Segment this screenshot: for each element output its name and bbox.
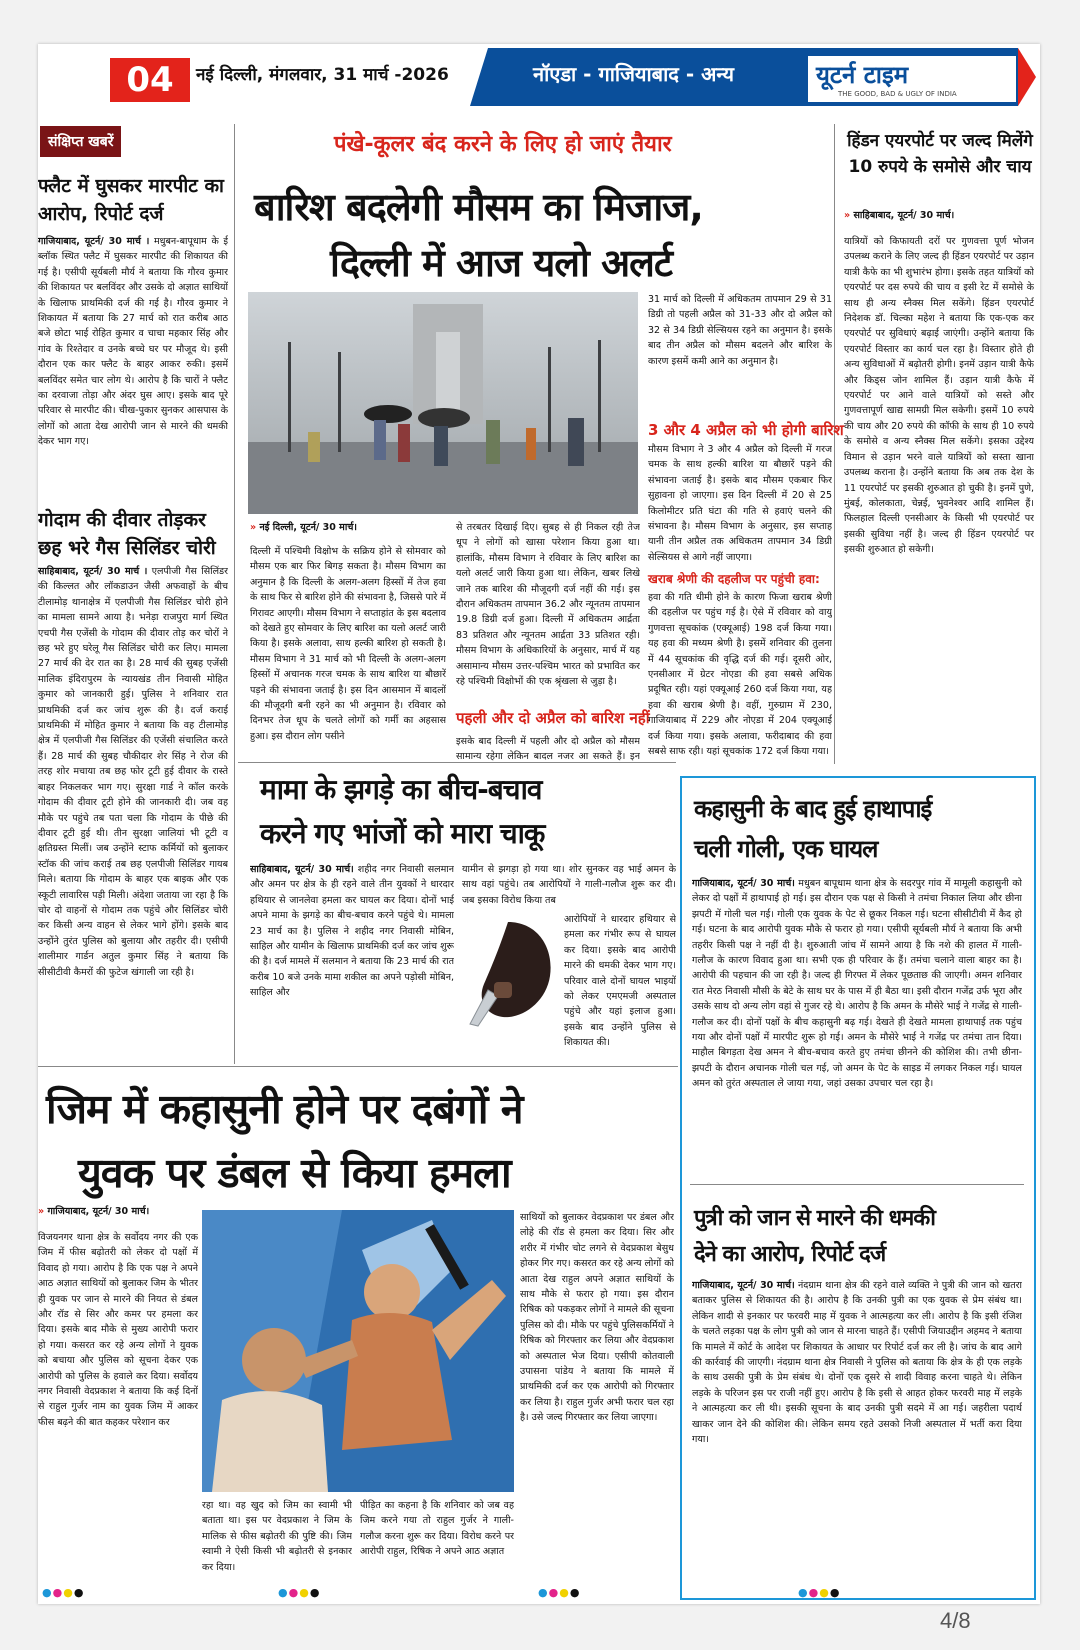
fight-body: गाजियाबाद, यूटर्न/ 30 मार्च। मधुबन बापूधाम थाना क्षेत्र के सदरपुर गांव में मामूली कहासुनी को लेकर दो पक्षों में हाथापाई हो गई। इस दौरान एक पक्ष से किसी ने तमंचा निकाल लिया और छीना झपटी में गोली चल गई। गोली एक युवक के पेट से छूकर निकल गई। घटना सीसीटीवी में कैद हो गई। घटना के बाद आरोपी युवक मौके से फरार हो गया। एसीपी सूर्यबली मौर्य ने बताया कि अभी तहरीर किसी पक्ष ने नहीं दी है। शुरुआती जांच में सामने आया है कि नशे की हालत में गाली-गलौज के कारण विवाद हुआ था। सभी एक ही परिवार के हैं। तमंचा चलाने वाला बाहर का है। आरोपी की पहचान की जा रही है। जल्द ही गिरफ्त में लेकर पूछताछ की जाएगी। अमन शनिवार रात मेरठ निवासी मौसी के बेटे के साथ घर के पास में ही बैठा था। इसी दौरान गजेंद्र उर्फ भूरा और उसके साथ दो अन्य लोग वहां से गुजर रहे थे। आरोप है कि अमन के मौसेरे भाई ने गजेंद्र से गाली-गलौज कर दी। दोनों पक्षों के बीच कहासुनी बढ़ गई। देखते ही देखते मामला हाथापाई तक पहुंच गया और दोनों पक्षों में मारपीट शुरू हो गई। अमन के मौसेरे भाई ने गजेंद्र पर तमंचा तान दिया। माहौल बिगड़ता देख अमन ने बीच-बचाव करते हुए तमंचा छीनने की कोशिश की। तभी छीना-झपटी के दौरान अचानक गोली चल गई, जो अमन के पेट के साइड में लगकर निकल गई। घायल अमन को तुरंत अस्पताल ले जाया गया, जहां उसका उपचार चल रहा है। xyxy=(692,878,1022,1090)
mama-headline-line2: करने गए भांजों को मारा चाकू xyxy=(260,817,545,850)
gym-headline-line1: जिम में कहासुनी होने पर दबंगों ने xyxy=(46,1085,523,1133)
gym-attack-illustration xyxy=(202,1210,514,1492)
gym-col4: साथियों को बुलाकर वेदप्रकाश पर डंबल और लोहे की रॉड से हमला कर दिया। सिर और शरीर में गंभीर चोट लगने से वेदप्रकाश बेसुध होकर गिर गए। कसरत कर रहे अन्य लोगों को आता देख राहुल अपने अज्ञात साथियों के साथ मौके से फरार हो गया। इस दौरान रिषिक को पकड़कर लोगों ने मामले की सूचना पुलिस को दी। मौके पर पहुंचे पुलिसकर्मियों ने रिषिक को गिरफ्तार कर लिया और वेदप्रकाश को अस्पताल भेज दिया। एसीपी कोतवाली उपासना पांडेय ने बताया कि मामले में प्राथमिकी दर्ज कर एक आरोपी को गिरफ्तार कर लिया है। राहुल गुर्जर अभी फरार चल रहा है। उसे जल्द गिरफ्तार कर लिया जाएगा। xyxy=(520,1212,674,1424)
lead-col3-top: 31 मार्च को दिल्ली में अधिकतम तापमान 29 से 31 डिग्री तो पहली अप्रैल को 31-33 और दो अप्रैल को 32 से 34 डिग्री सेल्सियस रहने का अनुमान है। इसके बाद तीन अप्रैल को मौसम बदलने और बारिश के कारण इसमें कमी आने का अनुमान है। xyxy=(648,294,832,367)
airport-body: यात्रियों को किफायती दरों पर गुणवत्ता पूर्ण भोजन उपलब्ध कराने के लिए जल्द ही हिंडन एयरपोर्ट पर उड़ान यात्री कैफे का भी शुभारंभ होगा। इसके तहत यात्रियों को एयरपोर्ट पर दस रुपये की चाय व इसी रेट में समोसे के साथ ही अन्य स्नैक्स मिल सकेंगे। हिंडन एयरपोर्ट निदेशक डॉ. चिल्का महेश ने बताया कि एक-एक कर एयरपोर्ट पर सुविधाएं बढ़ाई जाएंगी। उन्होंने बताया कि एयरपोर्ट विस्तार का कार्य चल रहा है। विस्तार होते ही अन्य सुविधाओं में बढ़ोतरी होगी। इनमें उड़ान यात्री कैफे और किड्स जोन शामिल हैं। उड़ान यात्री कैफे में एयरपोर्ट पर आने वाले यात्रियों को सस्ते और गुणवत्तापूर्ण खाद्य सामग्री मिल सकेगी। इसमें 10 रुपये की चाय और 20 रुपये की कॉफी के साथ ही 10 रुपये के समोसे व अन्य स्नैक्स मिल सकेंगे। इसका उद्देश्य विमान से उड़ान भरने वाले यात्रियों को सस्ता खाना उपलब्ध कराना है। उन्होंने बताया कि अब तक देश के 11 एयरपोर्ट पर इसकी शुरुआत हो चुकी है। इनमें पुणे, मुंबई, कोलकाता, चेन्नई, भुवनेश्वर आदि शामिल हैं। फिलहाल दिल्ली एनसीआर के किसी भी एयरपोर्ट पर इसकी सुविधा नहीं है। जल्द ही हिंडन एयरपोर्ट पर इसकी शुरुआत हो सकेगी। xyxy=(844,236,1034,556)
mama-col2-top: यामीन से झगड़ा हो गया था। शोर सुनकर वह भाई अमन के साथ वहां पहुंचे। तब आरोपियों ने गाली-गलौज शुरू कर दी। जब इसका विरोध किया तब xyxy=(462,864,676,906)
lead-col2-end: इसके बाद दिल्ली में पहली और दो अप्रैल को मौसम सामान्य रहेगा लेकिन बादल नजर आ सकते हैं। इन xyxy=(456,736,640,763)
gym-col2: रहा था। वह खुद को जिम का स्वामी भी बताता था। इस पर वेदप्रकाश ने जिम के मालिक से फीस बढ़ोतरी की पुष्टि की। जिम स्वामी ने ऐसी किसी भी बढ़ोतरी से इनकार कर दिया। xyxy=(202,1500,352,1573)
threat-headline-line1: पुत्री को जान से मारने की धमकी xyxy=(694,1206,935,1231)
brief2-headline: गोदाम की दीवार तोड़कर छह भरे गैस सिलिंडर चोरी xyxy=(38,509,216,559)
registration-marks: ●●●● xyxy=(798,1586,841,1599)
newspaper-logo xyxy=(806,54,1018,104)
fight-headline-line1: कहासुनी के बाद हुई हाथापाई xyxy=(694,795,932,823)
mama-headline-line1: मामा के झगड़े का बीच-बचाव xyxy=(260,773,542,806)
mama-col2-right: आरोपियों ने धारदार हथियार से हमला कर गंभीर रूप से घायल कर दिया। इसके बाद आरोपी मारने की धमकी देकर भाग गए। परिवार वाले दोनों घायल भाइयों को लेकर एमएमजी अस्पताल पहुंचे और यहां इलाज हुआ। इसके बाद उन्होंने पुलिस से शिकायत की। xyxy=(564,914,676,1049)
gym-col1: विजयनगर थाना क्षेत्र के सर्वोदय नगर की एक जिम में फीस बढ़ोतरी को लेकर दो पक्षों में विवाद हो गया। आरोप है कि एक पक्ष ने अपने आठ अज्ञात साथियों को बुलाकर जिम के भीतर ही युवक पर जान से मारने की नियत से डंबल और रॉड से सिर और कमर पर हमला कर दिया। इसके बाद मौके से मुख्य आरोपी फरार हो गया। कसरत कर रहे अन्य लोगों ने युवक को बचाया और पुलिस को सूचना देकर एक आरोपी को पुलिस के हवाले कर दिया। सर्वोदय नगर निवासी वेदप्रकाश ने बताया कि कई दिनों से राहुल गुर्जर नाम का युवक जिम में आकर फीस बढ़ने की बात कहकर परेशान कर xyxy=(38,1232,198,1428)
page-number: 04 xyxy=(110,58,190,102)
gym-headline-line2: युवक पर डंबल से किया हमला xyxy=(78,1149,511,1197)
lead-subhead1: पहली और दो अप्रैल को बारिश नहीं xyxy=(456,709,650,727)
lead-headline-line2: दिल्ली में आज यलो अलर्ट xyxy=(330,241,673,285)
brief1-dateline: गाजियाबाद, यूटर्न/ 30 मार्च । xyxy=(38,236,150,247)
fight-headline-line2: चली गोली, एक घायल xyxy=(694,835,878,863)
mama-col1: साहिबाबाद, यूटर्न/ 30 मार्च। शहीद नगर निवासी सलमान और अमन पर क्षेत्र के ही रहने वाले तीन युवकों ने धारदार हथियार से जानलेवा हमला कर घायल कर दिया। दोनों भाई अपने मामा के झगड़े का बीच-बचाव करने पहुंचे थे। मामला 23 मार्च का है। पुलिस ने शहीद नगर निवासी मोबिन, साहिल और यामीन के खिलाफ प्राथमिकी दर्ज कर जांच शुरू की है। दर्ज मामले में सलमान ने बताया कि 23 मार्च की रात करीब 10 बजे उनके मामा शकील का अपने पड़ोसी मोबिन, साहिल और xyxy=(250,864,454,999)
threat-body: गाजियाबाद, यूटर्न/ 30 मार्च। नंदग्राम थाना क्षेत्र की रहने वाले व्यक्ति ने पुत्री की जान को खतरा बताकर पुलिस से शिकायत की है। आरोप है कि उनकी पुत्री का एक युवक से प्रेम संबंध था। लेकिन शादी से इनकार पर फरवरी माह में युवक ने आत्महत्या कर ली। आरोप है कि इसी रंजिश के चलते लड़का पक्ष के लोग पुत्री को जान से मारना चाहते हैं। एसीपी जियाउद्दीन अहमद ने बताया कि मामले में कोर्ट के आदेश पर शिकायत के आधार पर रिपोर्ट दर्ज कर ली है। जांच के बाद आगे की कार्रवाई की जाएगी। नंदग्राम थाना क्षेत्र निवासी ने पुलिस को बताया कि क्षेत्र के ही एक लड़के के साथ उसकी पुत्री के प्रेम संबंध थे। दोनों एक दूसरे से शादी विवाह करना चाहते थे। लेकिन लड़के के परिजन इस पर राजी नहीं हुए। आरोप है कि इसी से आहत होकर फरवरी माह में लड़के ने आत्महत्या कर ली थी। इसकी सूचना के बाद उनकी पुत्री सदमे में आ गई। जहरीला पदार्थ खाकर जान देने की कोशिश की। लेकिन समय रहते उसको निजी अस्पताल में भर्ती करा दिया गया। xyxy=(692,1280,1022,1446)
lead-kicker: पंखे-कूलर बंद करने के लिए हो जाएं तैयार xyxy=(334,132,672,157)
lead-dateline: » नई दिल्ली, यूटर्न/ 30 मार्च। xyxy=(250,522,357,533)
lead-headline-line1: बारिश बदलेगी मौसम का मिजाज, xyxy=(254,185,703,229)
lead-photo-rain xyxy=(248,292,638,514)
brief1-text: मधुबन-बापूधाम के ई ब्लॉक स्थित फ्लैट में घुसकर मारपीट की शिकायत की गई है। एसीपी सूर्यबली मौर्य ने बताया कि गौरव कुमार की शिकायत पर बलविंदर और उसके दो अज्ञात साथियों के खिलाफ प्राथमिकी दर्ज की गई है। गौरव कुमार ने शिकायत में बताया कि 27 मार्च को रात करीब आठ बजे छोटा भाई रोहित कुमार व चाचा महकार सिंह और गांव के रिश्तेदार व उनके बच्चे घर पर मौजूद थे। इसी दौरान एक कार फ्लैट के बाहर आकर रुकी। इसमें बलविंदर समेत चार लोग थे। आरोप है कि चारों ने फ्लैट का दरवाजा तोड़ा और अंदर घुस आए। इसके बाद पूरे परिवार से मारपीट की। चीख-पुकार सुनकर आसपास के लोगों को आता देख आरोपी जान से मारने की धमकी देकर भाग गए। xyxy=(38,236,228,448)
airport-dateline: » साहिबाबाद, यूटर्न/ 30 मार्च। xyxy=(844,210,955,221)
brief2-text: एलपीजी गैस सिलिंडर की किल्लत और लॉकडाउन जैसी अफवाहों के बीच टीलामोड़ थानाक्षेत्र में एलपीजी गैस सिलिंडर चोरी होने का मामला सामने आया है। भनेड़ा राजपुरा मार्ग स्थित एचपी गैस एजेंसी के गोदाम की दीवार तोड़ कर चोरों ने छह भरे हुए घरेलू गैस सिलिंडर चोरी कर लिए। मामला 27 मार्च की देर रात का है। 28 मार्च की सुबह एजेंसी मालिक इंदिरापुरम के न्यायखंड तीन निवासी मोहित कुमार को जानकारी हुई। पुलिस ने शनिवार रात प्राथमिकी दर्ज कर जांच शुरू की है। दर्ज कराई प्राथमिकी में मोहित कुमार ने बताया कि वह टीलामोड़ क्षेत्र में एलपीजी गैस सिलिंडर की एजेंसी संचालित करते हैं। 28 मार्च की सुबह चौकीदार शेर सिंह ने रोज की तरह शोर मचाया तब छह फोर टूटी हुई दीवार के रास्ते बाहर निकलकर भाग गए। सुरक्षा गार्ड ने कॉल करके गोदाम की दीवार टूटी होने की जानकारी दी। जब वह मौके पर पहुंचे तब पता चला कि गोदाम के पीछे की दीवार टूटी हुई थी। तीन सुरक्षा जालियां भी टूटी व क्षतिग्रस्त मिलीं। जब उन्होंने स्टाफ कर्मियों को बुलाकर स्टॉक की जांच कराई तब छह एलपीजी सिलिंडर गायब मिले। बताया कि गोदाम के बाहर एक बाइक और एक स्कूटी लावारिस पड़ी मिली। अंदेशा जताया जा रहा है कि चोर दो वाहनों से गोदाम तक पहुंचे और सिलिंडर चोरी कर किसी अन्य वाहन से लेकर भागे होंगे। इसके बाद उन्होंने तुरंत पुलिस को बुलाया और तहरीर दी। एसीपी शालीमार गार्डन अतुल कुमार सिंह ने बताया कि सीसीटीवी कैमरों की फुटेज खंगाली जा रही है। xyxy=(38,566,228,978)
brief1-headline: फ्लैट में घुसकर मारपीट का आरोप, रिपोर्ट दर्ज xyxy=(38,175,224,225)
lead-photo-rain xyxy=(248,292,638,514)
lead-col3-bottom: हवा की गति धीमी होने के कारण फिजा खराब श्रेणी की दहलीज पर पहुंच गई है। ऐसे में रविवार को वायु गुणवत्ता सूचकांक (एक्यूआई) 198 दर्ज किया गया। यह हवा की मध्यम श्रेणी है। इसमें शनिवार की तुलना में 44 सूचकांक की वृद्धि दर्ज की गई। दूसरी ओर, एनसीआर में ग्रेटर नोएडा की हवा सबसे अधिक प्रदूषित रही। यहां एक्यूआई 260 दर्ज किया गया, यह हवा की खराब श्रेणी है। वहीं, गुरुग्राम में 230, गाजियाबाद में 229 और नोएडा में 204 एक्यूआई दर्ज किया गया। इसके अलावा, फरीदाबाद की हवा सबसे साफ रही। यहां सूचकांक 172 दर्ज किया गया। xyxy=(648,592,832,758)
gym-col3: पीड़ित का कहना है कि शनिवार को जब वह जिम करने गया तो राहुल गुर्जर ने गाली-गलौज करना शुरू कर दिया। विरोध करने पर आरोपी राहुल, रिषिक ने अपने आठ अज्ञात xyxy=(360,1500,514,1558)
masthead xyxy=(38,44,1040,110)
column-rule xyxy=(234,124,235,1064)
threat-headline-line2: देने का आरोप, रिपोर्ट दर्ज xyxy=(694,1242,886,1267)
lead-col2: से तरबतर दिखाई दिए। सुबह से ही निकल रही तेज धूप ने लोगों को खासा परेशान किया हुआ था। हालांकि, मौसम विभाग ने रविवार के लिए बारिश का यलो अलर्ट जारी किया हुआ था। लेकिन, खबर लिखे जाने तक बारिश की मौजूदगी दर्ज नहीं की गई। इस दौरान अधिकतम तापमान 36.2 और न्यूनतम तापमान 19.8 डिग्री दर्ज हुआ। दिल्ली में अधिकतम आर्द्रता 83 प्रतिशत और न्यूनतम आर्द्रता 33 प्रतिशत रही। मौसम विभाग के अधिकारियों के अनुसार, मार्च में यह असामान्य मौसम उत्तर-पश्चिम भारत को प्रभावित कर रहे पश्चिमी विक्षोभों की एक श्रृंखला से जुड़ा है। xyxy=(456,522,640,688)
lead-subhead2: 3 और 4 अप्रैल को भी होगी बारिश xyxy=(648,421,844,439)
knife-illustration xyxy=(458,912,558,1030)
logo-text: यूटर्न टाइम xyxy=(816,61,909,89)
page-indicator: 4/8 xyxy=(940,1608,971,1633)
brief1-body xyxy=(38,234,228,500)
lead-col3-mid: मौसम विभाग ने 3 और 4 अप्रैल को दिल्ली में गरज चमक के साथ हल्की बारिश या बौछारें पड़ने की संभावना जताई है। इसके बाद मौसम एकबार फिर सुहावना हो जाएगा। इस दिन दिल्ली में 20 से 25 किलोमीटर प्रति घंटा की गति से हवाएं चलने की संभावना है। मौसम विभाग के अनुसार, इस सप्ताह यानी तीन अप्रैल तक अधिकतम तापमान 34 डिग्री सेल्सियस से आगे नहीं जाएगा। xyxy=(648,444,832,563)
airport-headline: हिंडन एयरपोर्ट पर जल्द मिलेंगे 10 रुपये के समोसे और चाय xyxy=(847,131,1033,177)
knife-illustration xyxy=(458,912,558,1030)
registration-marks: ●●●● xyxy=(538,1586,581,1599)
section-rule xyxy=(690,1184,1024,1185)
registration-marks: ●●●● xyxy=(278,1586,321,1599)
logo-tagline: THE GOOD, BAD & UGLY OF INDIA xyxy=(838,90,957,98)
section-title: नॉएडा - गाजियाबाद - अन्य xyxy=(533,62,734,86)
column-rule xyxy=(834,124,835,764)
gym-dateline: » गाजियाबाद, यूटर्न/ 30 मार्च। xyxy=(38,1206,150,1217)
brief2-dateline: साहिबाबाद, यूटर्न/ 30 मार्च । xyxy=(38,566,148,577)
masthead-arrow-icon xyxy=(1018,48,1036,106)
gym-attack-illustration xyxy=(202,1210,514,1492)
registration-marks: ●●●● xyxy=(42,1586,85,1599)
lead-subhead3: खराब श्रेणी की दहलीज पर पहुंची हवा: xyxy=(648,572,820,586)
newspaper-page xyxy=(38,44,1040,1604)
brief2-body xyxy=(38,564,228,1059)
briefs-tag: संक्षिप्त खबरें xyxy=(40,126,121,157)
date-line: नई दिल्ली, मंगलवार, 31 मार्च -2026 xyxy=(196,65,449,85)
lead-col1: दिल्ली में पश्चिमी विक्षोभ के सक्रिय होने से सोमवार को मौसम एक बार फिर बिगड़ सकता है। मौसम विभाग का अनुमान है कि दिल्ली के अलग-अलग हिस्सों में तेज हवा के साथ फिर से बारिश होने की संभावना है, जिससे पारे में गिरावट आएगी। मौसम विभाग ने सप्ताहांत के इस बदलाव को देखते हुए सोमवार के लिए बारिश का यलो अलर्ट जारी किया है। इसके अलावा, साथ हल्की बारिश हो सकती है। मौसम विभाग ने 31 मार्च को भी दिल्ली के अलग-अलग हिस्सों में अचानक गरज चमक के साथ बारिश या बौछारें पड़ने की संभावना जताई है। इस दिन आसमान में बादलों की मौजूदगी बनी रहने का भी अनुमान है। रविवार को दिनभर तेज धूप के चलते लोगों को गर्मी का अहसास हुआ। इस दौरान लोग पसीने xyxy=(250,546,446,742)
section-rule xyxy=(38,1066,678,1067)
